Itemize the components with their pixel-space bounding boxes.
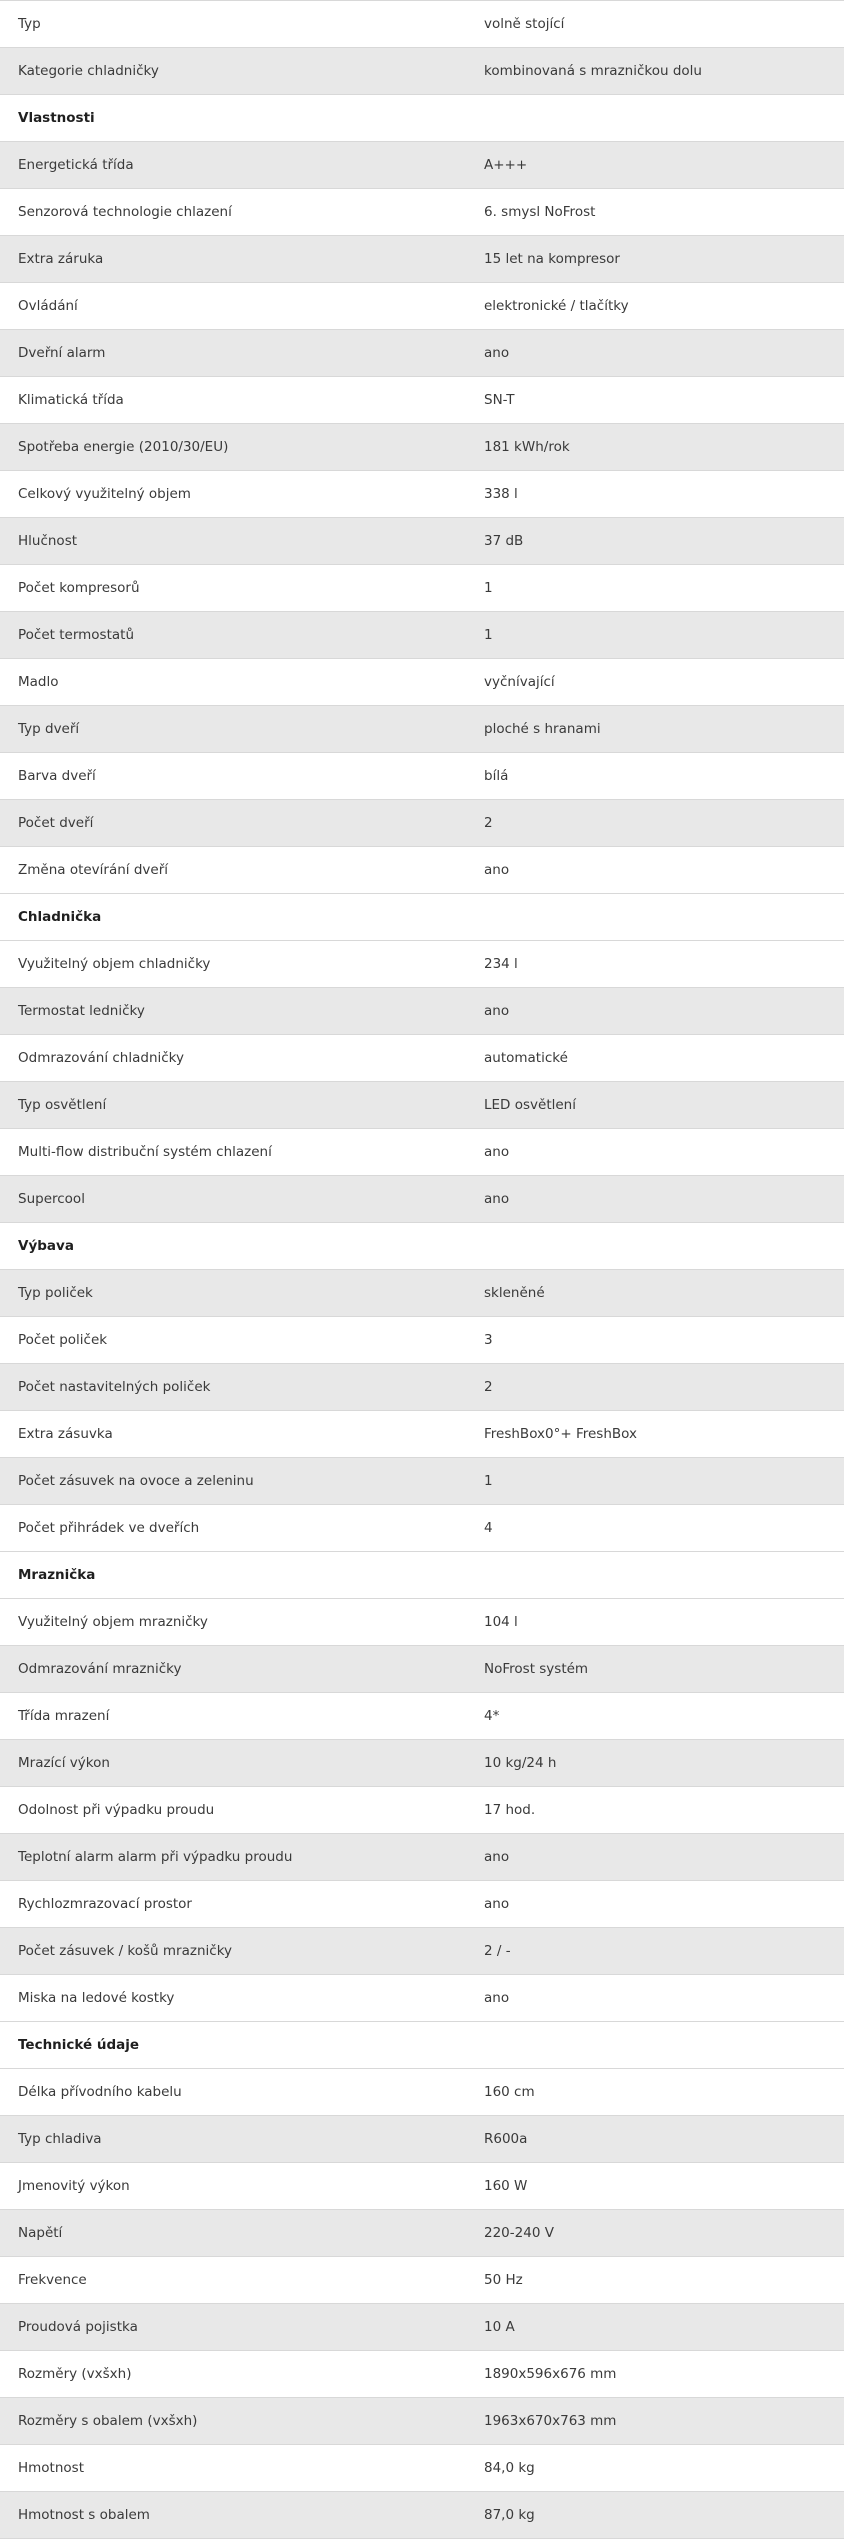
spec-row: [0, 1129, 844, 1176]
spec-value: SN-T: [464, 377, 844, 424]
spec-value: 10 kg/24 h: [464, 1740, 844, 1787]
spec-value: skleněné: [464, 1270, 844, 1317]
spec-row: [0, 2163, 844, 2210]
spec-label: Třída mrazení: [0, 1693, 464, 1740]
spec-value: 2: [464, 800, 844, 847]
spec-label: Madlo: [0, 659, 464, 706]
spec-label: Odmrazování mrazničky: [0, 1646, 464, 1693]
spec-value: 87,0 kg: [464, 2492, 844, 2539]
section-spacer: [464, 894, 844, 941]
section-spacer: [464, 1552, 844, 1599]
spec-value: ano: [464, 1834, 844, 1881]
spec-row: [0, 659, 844, 706]
spec-row: [0, 1317, 844, 1364]
spec-label: Barva dveří: [0, 753, 464, 800]
spec-value: 10 A: [464, 2304, 844, 2351]
spec-label: Počet zásuvek na ovoce a zeleninu: [0, 1458, 464, 1505]
spec-row: [0, 283, 844, 330]
spec-row: [0, 48, 844, 95]
spec-label: Délka přívodního kabelu: [0, 2069, 464, 2116]
spec-label: Počet zásuvek / košů mrazničky: [0, 1928, 464, 1975]
spec-row: [0, 988, 844, 1035]
spec-value: 1: [464, 565, 844, 612]
spec-row: [0, 1787, 844, 1834]
section-header-row: [0, 2022, 844, 2069]
spec-row: [0, 1599, 844, 1646]
spec-value: bílá: [464, 753, 844, 800]
spec-label: Počet přihrádek ve dveřích: [0, 1505, 464, 1552]
spec-label: Typ osvětlení: [0, 1082, 464, 1129]
spec-row: [0, 1693, 844, 1740]
spec-row: [0, 2210, 844, 2257]
section-header-row: [0, 1552, 844, 1599]
spec-row: [0, 1035, 844, 1082]
spec-value: ano: [464, 1975, 844, 2022]
spec-row: [0, 2492, 844, 2539]
spec-value: ano: [464, 330, 844, 377]
spec-row: [0, 189, 844, 236]
spec-value: 160 cm: [464, 2069, 844, 2116]
spec-value: 6. smysl NoFrost: [464, 189, 844, 236]
section-header-row: [0, 95, 844, 142]
spec-value: elektronické / tlačítky: [464, 283, 844, 330]
spec-label: Jmenovitý výkon: [0, 2163, 464, 2210]
spec-label: Rychlozmrazovací prostor: [0, 1881, 464, 1928]
spec-label: Klimatická třída: [0, 377, 464, 424]
spec-value: 15 let na kompresor: [464, 236, 844, 283]
spec-label: Ovládání: [0, 283, 464, 330]
spec-value: 37 dB: [464, 518, 844, 565]
spec-row: [0, 2116, 844, 2163]
spec-value: 338 l: [464, 471, 844, 518]
spec-value: 50 Hz: [464, 2257, 844, 2304]
spec-label: Využitelný objem mrazničky: [0, 1599, 464, 1646]
spec-value: automatické: [464, 1035, 844, 1082]
spec-row: [0, 753, 844, 800]
spec-label: Energetická třída: [0, 142, 464, 189]
spec-label: Typ dveří: [0, 706, 464, 753]
spec-value: ano: [464, 988, 844, 1035]
spec-value: ano: [464, 1881, 844, 1928]
specification-table-body: [0, 1, 844, 2539]
spec-row: [0, 236, 844, 283]
spec-row: [0, 2257, 844, 2304]
spec-row: [0, 1270, 844, 1317]
spec-value: 220-240 V: [464, 2210, 844, 2257]
spec-value: 181 kWh/rok: [464, 424, 844, 471]
spec-row: [0, 142, 844, 189]
spec-row: [0, 1646, 844, 1693]
spec-label: Změna otevírání dveří: [0, 847, 464, 894]
spec-label: Celkový využitelný objem: [0, 471, 464, 518]
spec-row: [0, 565, 844, 612]
spec-label: Multi-flow distribuční systém chlazení: [0, 1129, 464, 1176]
spec-value: 17 hod.: [464, 1787, 844, 1834]
spec-label: Rozměry (vxšxh): [0, 2351, 464, 2398]
section-header-row: [0, 894, 844, 941]
spec-row: [0, 1176, 844, 1223]
spec-label: Typ poliček: [0, 1270, 464, 1317]
spec-row: [0, 2398, 844, 2445]
spec-row: [0, 471, 844, 518]
section-title: Technické údaje: [0, 2022, 464, 2069]
spec-row: [0, 518, 844, 565]
spec-row: [0, 2069, 844, 2116]
spec-value: A+++: [464, 142, 844, 189]
spec-label: Senzorová technologie chlazení: [0, 189, 464, 236]
spec-label: Počet termostatů: [0, 612, 464, 659]
spec-value: kombinovaná s mrazničkou dolu: [464, 48, 844, 95]
spec-label: Hmotnost: [0, 2445, 464, 2492]
spec-label: Typ chladiva: [0, 2116, 464, 2163]
spec-value: 1890x596x676 mm: [464, 2351, 844, 2398]
spec-label: Hmotnost s obalem: [0, 2492, 464, 2539]
spec-label: Extra zásuvka: [0, 1411, 464, 1458]
spec-row: [0, 1881, 844, 1928]
spec-value: ploché s hranami: [464, 706, 844, 753]
spec-label: Frekvence: [0, 2257, 464, 2304]
spec-value: 160 W: [464, 2163, 844, 2210]
section-title: Chladnička: [0, 894, 464, 941]
section-title: Výbava: [0, 1223, 464, 1270]
spec-value: FreshBox0°+ FreshBox: [464, 1411, 844, 1458]
spec-value: 104 l: [464, 1599, 844, 1646]
spec-label: Počet nastavitelných poliček: [0, 1364, 464, 1411]
spec-label: Počet dveří: [0, 800, 464, 847]
spec-label: Hlučnost: [0, 518, 464, 565]
spec-value: vyčnívající: [464, 659, 844, 706]
section-spacer: [464, 1223, 844, 1270]
spec-label: Napětí: [0, 2210, 464, 2257]
section-spacer: [464, 2022, 844, 2069]
spec-value: 4*: [464, 1693, 844, 1740]
spec-label: Dveřní alarm: [0, 330, 464, 377]
spec-row: [0, 1505, 844, 1552]
spec-label: Teplotní alarm alarm při výpadku proudu: [0, 1834, 464, 1881]
spec-label: Extra záruka: [0, 236, 464, 283]
spec-label: Typ: [0, 1, 464, 48]
spec-value: volně stojící: [464, 1, 844, 48]
spec-row: [0, 2445, 844, 2492]
spec-row: [0, 706, 844, 753]
spec-row: [0, 1834, 844, 1881]
spec-row: [0, 800, 844, 847]
section-title: Vlastnosti: [0, 95, 464, 142]
spec-row: [0, 2304, 844, 2351]
section-spacer: [464, 95, 844, 142]
spec-label: Využitelný objem chladničky: [0, 941, 464, 988]
section-title: Mraznička: [0, 1552, 464, 1599]
spec-label: Supercool: [0, 1176, 464, 1223]
spec-label: Kategorie chladničky: [0, 48, 464, 95]
spec-value: 2 / -: [464, 1928, 844, 1975]
spec-value: 4: [464, 1505, 844, 1552]
spec-value: ano: [464, 1176, 844, 1223]
spec-label: Proudová pojistka: [0, 2304, 464, 2351]
spec-value: LED osvětlení: [464, 1082, 844, 1129]
spec-row: [0, 1928, 844, 1975]
spec-row: [0, 941, 844, 988]
spec-row: [0, 847, 844, 894]
section-header-row: [0, 1223, 844, 1270]
spec-value: 3: [464, 1317, 844, 1364]
spec-row: [0, 1458, 844, 1505]
spec-label: Odolnost při výpadku proudu: [0, 1787, 464, 1834]
spec-row: [0, 424, 844, 471]
spec-row: [0, 377, 844, 424]
spec-value: ano: [464, 1129, 844, 1176]
spec-value: 2: [464, 1364, 844, 1411]
spec-row: [0, 330, 844, 377]
spec-label: Počet poliček: [0, 1317, 464, 1364]
spec-value: 1963x670x763 mm: [464, 2398, 844, 2445]
spec-value: R600a: [464, 2116, 844, 2163]
spec-row: [0, 612, 844, 659]
spec-label: Termostat ledničky: [0, 988, 464, 1035]
spec-row: [0, 1740, 844, 1787]
spec-row: [0, 1082, 844, 1129]
spec-row: [0, 2351, 844, 2398]
spec-label: Miska na ledové kostky: [0, 1975, 464, 2022]
spec-label: Spotřeba energie (2010/30/EU): [0, 424, 464, 471]
spec-value: 234 l: [464, 941, 844, 988]
spec-value: 1: [464, 612, 844, 659]
spec-value: 1: [464, 1458, 844, 1505]
spec-row: [0, 1411, 844, 1458]
spec-value: NoFrost systém: [464, 1646, 844, 1693]
spec-row: [0, 1, 844, 48]
spec-value: ano: [464, 847, 844, 894]
spec-label: Rozměry s obalem (vxšxh): [0, 2398, 464, 2445]
spec-label: Mrazící výkon: [0, 1740, 464, 1787]
spec-label: Odmrazování chladničky: [0, 1035, 464, 1082]
spec-row: [0, 1364, 844, 1411]
spec-label: Počet kompresorů: [0, 565, 464, 612]
spec-row: [0, 1975, 844, 2022]
spec-value: 84,0 kg: [464, 2445, 844, 2492]
